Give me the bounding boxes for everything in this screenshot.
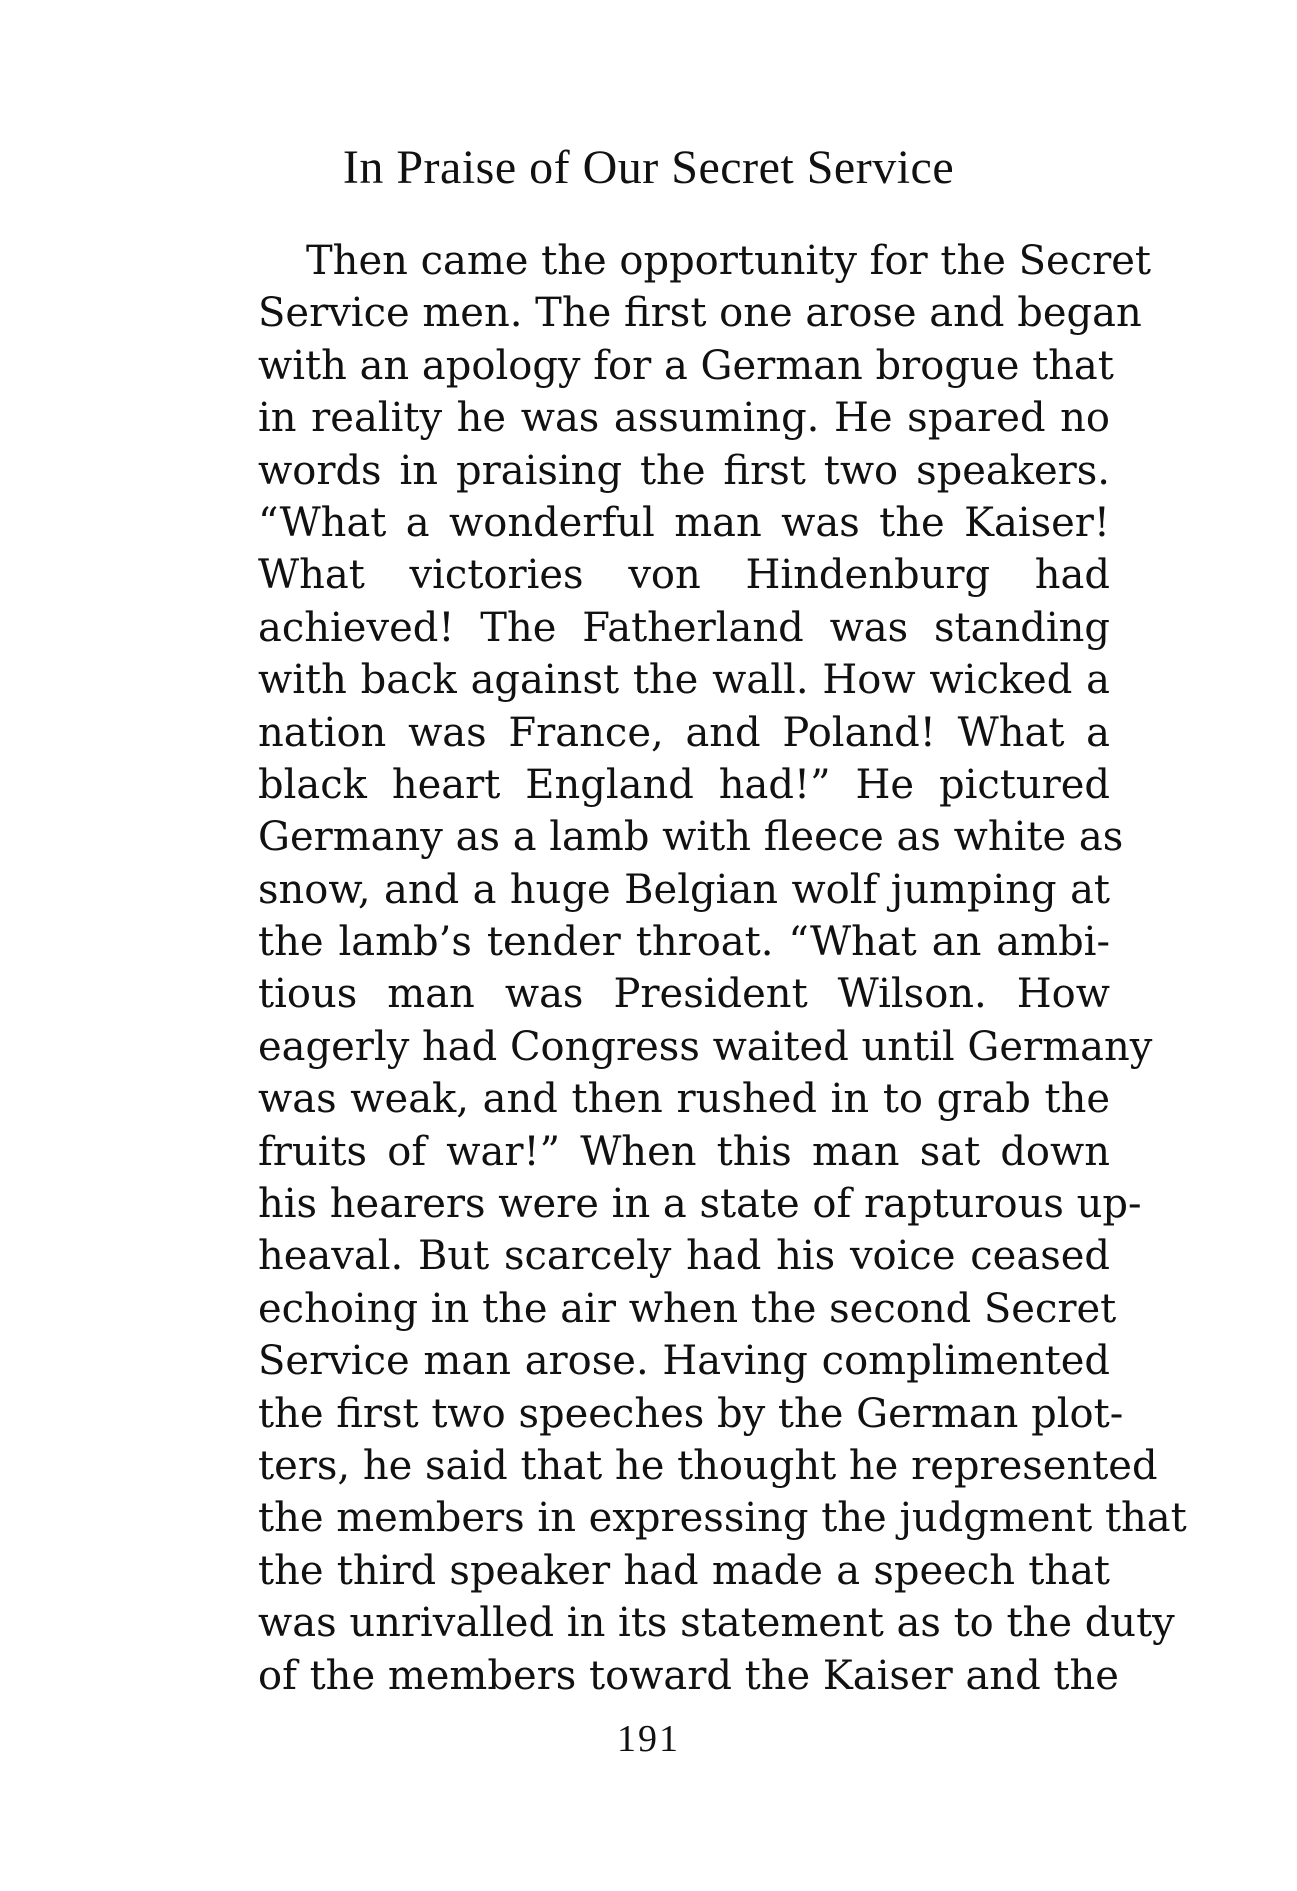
text-line: snow, and a huge Belgian wolf jumping at	[258, 866, 1110, 913]
text-line: was unrivalled in its statement as to the duty	[258, 1600, 1175, 1647]
text-line: the first two speeches by the German plot-	[258, 1390, 1124, 1437]
running-head: In Praise of Our Secret Service	[342, 141, 955, 194]
text-line: the members in expressing the judgment that	[258, 1495, 1187, 1542]
text-line: ters, he said that he thought he represented	[258, 1442, 1158, 1489]
text-line: of the members toward the Kaiser and the	[258, 1652, 1119, 1699]
text-line: Service man arose. Having complimented	[258, 1338, 1110, 1385]
text-line: tious man was President Wilson. How	[258, 971, 1110, 1018]
text-line: echoing in the air when the second Secret	[258, 1285, 1117, 1332]
text-line: Then came the opportunity for the Secret	[306, 238, 1151, 284]
text-line: “What a wonderful man was the Kaiser!	[258, 499, 1110, 546]
text-line: achieved! The Fatherland was standing	[258, 604, 1110, 651]
text-line: fruits of war!” When this man sat down	[258, 1128, 1110, 1175]
text-line: his hearers were in a state of rapturous up-	[258, 1181, 1142, 1228]
text-line: eagerly had Congress waited until Germany	[258, 1023, 1153, 1070]
text-line: nation was France, and Poland! What a	[258, 709, 1110, 756]
body-text	[258, 235, 1187, 1702]
text-line: words in praising the first two speakers.	[258, 447, 1110, 494]
text-line: was weak, and then rushed in to grab the	[258, 1076, 1110, 1123]
text-line: heaval. But scarcely had his voice ceased	[258, 1233, 1110, 1280]
text-line: in reality he was assuming. He spared no	[258, 395, 1110, 442]
text-line: What victories von Hindenburg had	[258, 552, 1110, 599]
text-line: Service men. The first one arose and began	[258, 290, 1142, 337]
text-line: the third speaker had made a speech that	[258, 1547, 1110, 1594]
text-line: with an apology for a German brogue that	[258, 342, 1114, 389]
text-line: Germany as a lamb with fleece as white as	[258, 814, 1124, 861]
page-number: 191	[617, 1718, 680, 1760]
text-line: the lamb’s tender throat. “What an ambi-	[258, 919, 1110, 966]
text-line: black heart England had!” He pictured	[258, 761, 1110, 808]
text-line: with back against the wall. How wicked a	[258, 657, 1110, 704]
